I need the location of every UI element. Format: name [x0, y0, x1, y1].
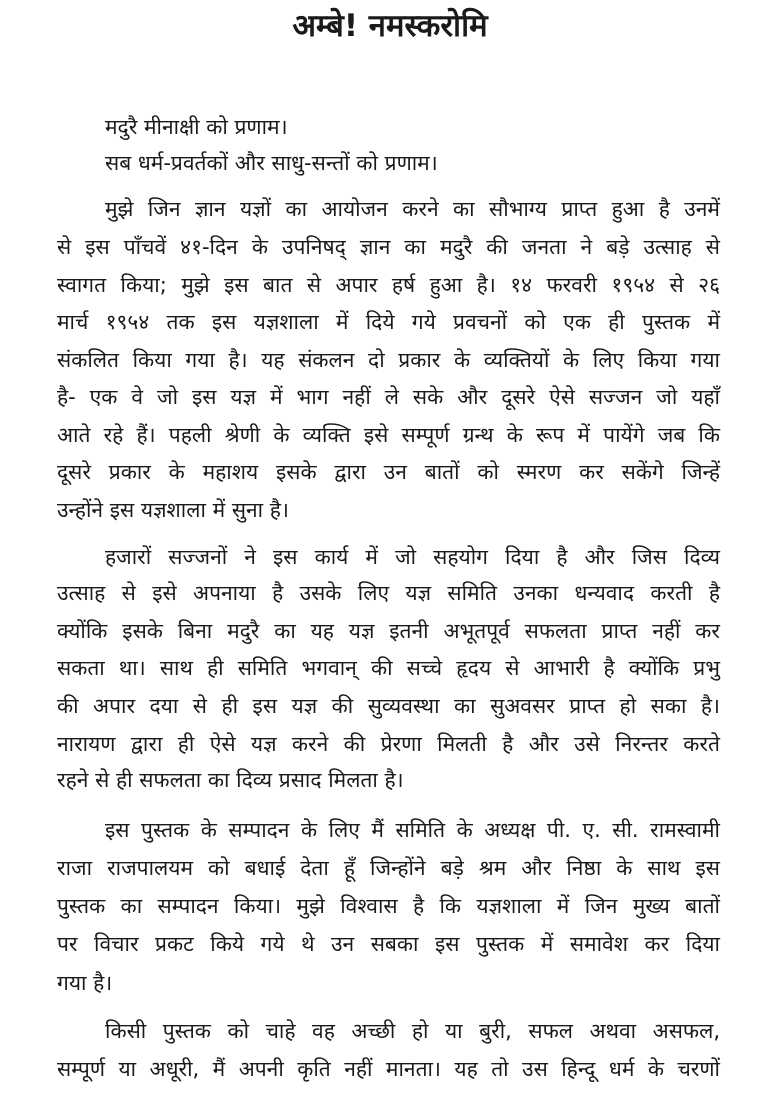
- text-line: मार्च १९५४ तक इस यज्ञशाला में दिये गये प्रवचनों को एक ही पुस्तक में: [57, 310, 720, 334]
- text-line: किसी पुस्तक को चाहे वह अच्छी हो या बुरी, सफल अथवा असफल,: [105, 1019, 720, 1043]
- text-line: है- एक वे जो इस यज्ञ में भाग नहीं ले सके और दूसरे ऐसे सज्जन जो यहाँ: [57, 385, 720, 409]
- text-line: मुझे जिन ज्ञान यज्ञों का आयोजन करने का सौभाग्य प्राप्त हुआ है उनमें: [105, 197, 720, 221]
- text-line: उन्होंने इस यज्ञशाला में सुना है।: [57, 498, 289, 522]
- text-line: रहने से ही सफलता का दिव्य प्रसाद मिलता है।: [57, 768, 404, 792]
- text-line: राजा राजपालयम को बधाई देता हूँ जिन्होंने बड़े श्रम और निष्ठा के साथ इस: [57, 856, 720, 880]
- text-line: गया है।: [57, 971, 113, 995]
- text-line: आते रहे हैं। पहली श्रेणी के व्यक्ति इसे सम्पूर्ण ग्रन्थ के रूप में पायेंगे जब कि: [57, 423, 720, 447]
- text-line: स्वागत किया; मुझे इस बात से अपार हर्ष हुआ है। १४ फरवरी १९५४ से २६: [57, 273, 720, 297]
- text-line: सब धर्म-प्रवर्तकों और साधु-सन्तों को प्रणाम।: [105, 151, 438, 175]
- page-title: अम्बे! नमस्करोमि: [292, 8, 488, 44]
- text-line: हजारों सज्जनों ने इस कार्य में जो सहयोग दिया है और जिस दिव्य: [105, 545, 720, 569]
- text-line: पुस्तक का सम्पादन किया। मुझे विश्वास है कि यज्ञशाला में जिन मुख्य बातों: [57, 894, 720, 918]
- text-line: की अपार दया से ही इस यज्ञ की सुव्यवस्था का सुअवसर प्राप्त हो सका है।: [57, 694, 720, 718]
- text-line: क्योंकि इसके बिना मदुरै का यह यज्ञ इतनी अभूतपूर्व सफलता प्राप्त नहीं कर: [57, 619, 720, 643]
- text-line: से इस पाँचवें ४१-दिन के उपनिषद् ज्ञान का मदुरै की जनता ने बड़े उत्साह से: [57, 235, 720, 259]
- text-line: सकता था। साथ ही समिति भगवान् की सच्चे हृदय से आभारी है क्योंकि प्रभु: [57, 656, 720, 680]
- text-line: दूसरे प्रकार के महाशय इसके द्वारा उन बातों को स्मरण कर सकेंगे जिन्हें: [57, 460, 720, 484]
- text-line: मदुरै मीनाक्षी को प्रणाम।: [105, 115, 288, 139]
- text-line: उत्साह से इसे अपनाया है उसके लिए यज्ञ समिति उनका धन्यवाद करती है: [57, 581, 720, 605]
- text-line: नारायण द्वारा ही ऐसे यज्ञ करने की प्रेरणा मिलती है और उसे निरन्तर करते: [57, 732, 720, 756]
- text-line: पर विचार प्रकट किये गये थे उन सबका इस पुस्तक में समावेश कर दिया: [57, 932, 720, 956]
- text-line: संकलित किया गया है। यह संकलन दो प्रकार के व्यक्तियों के लिए किया गया: [57, 348, 720, 372]
- text-line: सम्पूर्ण या अधूरी, मैं अपनी कृति नहीं मानता। यह तो उस हिन्दू धर्म के चरणों: [57, 1057, 720, 1081]
- text-line: इस पुस्तक के सम्पादन के लिए मैं समिति के अध्यक्ष पी. ए. सी. रामस्वामी: [105, 818, 720, 842]
